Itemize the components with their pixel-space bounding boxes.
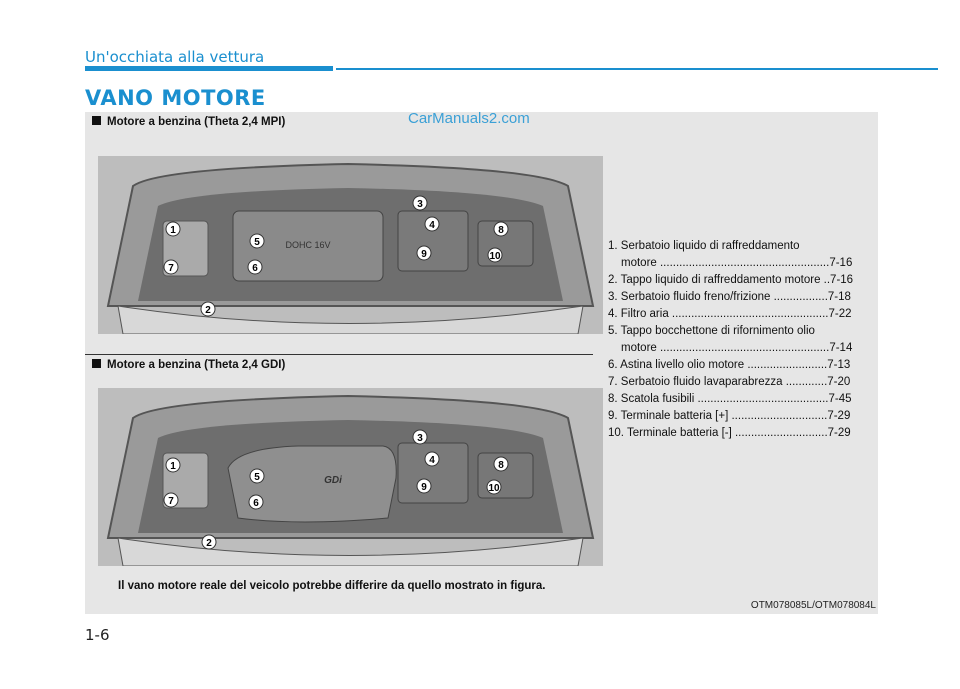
disclaimer-note: Il vano motore reale del veicolo potrebbe differire da quello mostrato in figura. (118, 580, 546, 592)
legend-item: 9. Terminale batteria [+] ..............................7-29 (608, 410, 851, 422)
legend-item: 3. Serbatoio fluido freno/frizione .................7-18 (608, 291, 851, 303)
callout-1: 1 (170, 461, 176, 472)
legend-item: 4. Filtro aria .................................................7-22 (608, 308, 852, 320)
figure-code: OTM078085L/OTM078084L (750, 600, 876, 611)
section-title: Un'occhiata alla vettura (85, 48, 265, 66)
legend-item-continued: motore .....................................................7-16 (621, 257, 853, 269)
callout-5: 5 (254, 237, 260, 248)
engine-photo-gdi (98, 388, 603, 566)
engine-cover-text: DOHC 16V (285, 240, 331, 250)
header-rule-thin (336, 68, 938, 70)
engine-illustration-mpi-icon (98, 156, 603, 334)
engine-heading-mpi: Motore a benzina (Theta 2,4 MPI) (92, 116, 285, 128)
page-title: VANO MOTORE (85, 86, 266, 110)
section-separator (85, 354, 593, 355)
header-rule-thick (85, 66, 333, 71)
parts-legend (608, 238, 870, 442)
callout-5: 5 (254, 472, 260, 483)
callout-10: 10 (488, 483, 500, 494)
legend-item: 2. Tappo liquido di raffreddamento motore ..7-16 (608, 274, 854, 286)
callout-4: 4 (429, 455, 435, 466)
callout-6: 6 (252, 263, 258, 274)
legend-item: 1. Serbatoio liquido di raffreddamento (608, 240, 800, 252)
engine-cover-text: GDi (324, 475, 342, 486)
callout-7: 7 (168, 263, 174, 274)
bullet-square-icon (92, 116, 101, 125)
engine-photo-mpi (98, 156, 603, 334)
engine-illustration-gdi-icon (98, 388, 603, 566)
callout-6: 6 (253, 498, 259, 509)
engine-heading-gdi: Motore a benzina (Theta 2,4 GDI) (92, 359, 285, 371)
callout-1: 1 (170, 225, 176, 236)
callout-9: 9 (421, 249, 427, 260)
legend-item: 8. Scatola fusibili .........................................7-45 (608, 393, 852, 405)
legend-item: 5. Tappo bocchettone di rifornimento olio (608, 325, 815, 337)
callout-2: 2 (205, 305, 211, 316)
callout-8: 8 (498, 460, 504, 471)
callout-9: 9 (421, 482, 427, 493)
watermark: CarManuals2.com (408, 110, 530, 127)
bullet-square-icon (92, 359, 101, 368)
callout-10: 10 (489, 251, 501, 262)
callout-3: 3 (417, 433, 423, 444)
legend-item: 6. Astina livello olio motore .........................7-13 (608, 359, 851, 371)
page-number: 1-6 (85, 626, 110, 644)
callout-4: 4 (429, 220, 435, 231)
legend-item: 10. Terminale batteria [-] .............................7-29 (608, 427, 851, 439)
legend-item-continued: motore .....................................................7-14 (621, 342, 853, 354)
callout-3: 3 (417, 199, 423, 210)
callout-2: 2 (206, 538, 212, 549)
legend-item: 7. Serbatoio fluido lavaparabrezza .............7-20 (608, 376, 851, 388)
callout-7: 7 (168, 496, 174, 507)
callout-8: 8 (498, 225, 504, 236)
